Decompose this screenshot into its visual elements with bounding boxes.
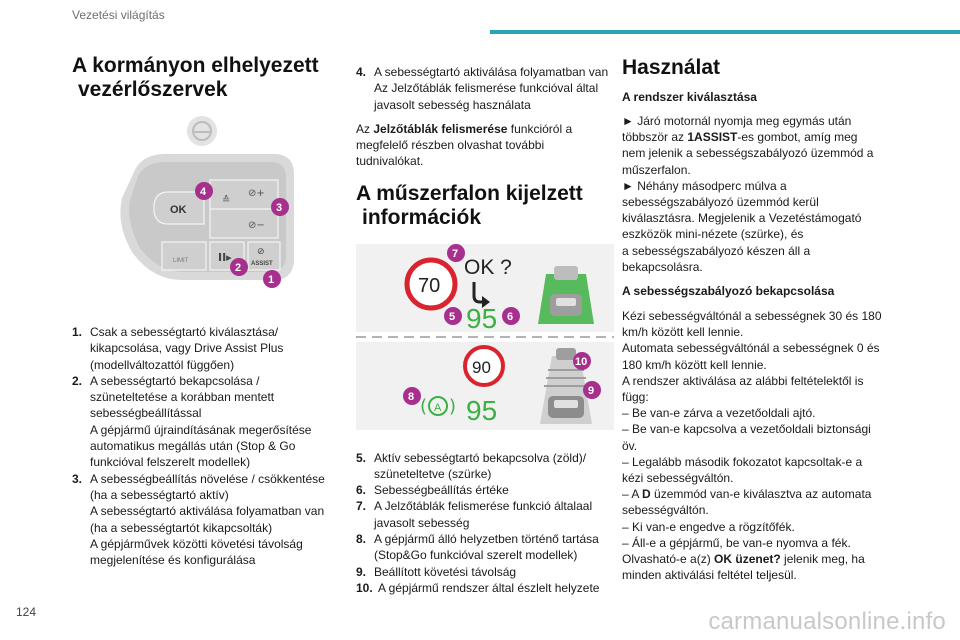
resume-icon: II▸ bbox=[218, 251, 232, 264]
heading-line: A műszerfalon kijelzett bbox=[356, 181, 583, 205]
steering-controls-figure bbox=[72, 112, 340, 312]
list-item: 4. A sebességtartó aktiválása folyamatban van Az Jelzőtáblák felismerése funkcióval által javasolt sebesség használata bbox=[356, 65, 609, 112]
callout-5 bbox=[444, 307, 462, 325]
svg-text:6: 6 bbox=[507, 310, 514, 323]
display-items-list bbox=[356, 450, 614, 597]
watermark: carmanualsonline.info bbox=[708, 608, 946, 635]
svg-text:3: 3 bbox=[276, 202, 283, 214]
list-item: 3. A sebességbeállítás növelése / csökkentése (ha a sebességtartó aktív) A sebességtartó aktiválása folyamatban van (ha a sebességtartót kikapcsolták) A gépjárművek közötti követési távolság megjelenítése és konfigurálása bbox=[72, 471, 325, 568]
svg-text:): ) bbox=[449, 395, 457, 417]
speed-plus-icon: ⊘+ bbox=[248, 188, 265, 199]
subheading-selection: A rendszer kiválasztása bbox=[622, 90, 757, 104]
callout-9 bbox=[583, 381, 601, 399]
svg-text:2: 2 bbox=[235, 262, 242, 274]
list-item: 8. A gépjármű álló helyzetben történő tartása (Stop&Go funkcióval szerelt modellek) bbox=[356, 531, 599, 563]
speed-limit-value: 70 bbox=[418, 274, 441, 297]
svg-text:5: 5 bbox=[449, 310, 456, 323]
list-item: 5. Aktív sebességtartó bekapcsolva (zöld)/ szüneteltetve (szürke) bbox=[356, 450, 587, 481]
list-item: 9. Beállított követési távolság bbox=[356, 564, 517, 579]
section-heading-steering-controls bbox=[72, 54, 340, 102]
list-item: 7. A Jelzőtáblák felismerése funkció általaal javasolt sebesség bbox=[356, 499, 593, 530]
speed-limit-sign-icon bbox=[407, 260, 455, 308]
svg-text:8: 8 bbox=[408, 390, 415, 403]
svg-text:9: 9 bbox=[588, 384, 595, 397]
running-header: Vezetési világítás bbox=[72, 8, 165, 22]
page-number: 124 bbox=[16, 605, 37, 619]
assist-button-label: ASSIST bbox=[251, 261, 273, 267]
callout-2 bbox=[230, 258, 248, 276]
callout-7 bbox=[447, 244, 465, 262]
speed-minus-icon: ⊘− bbox=[248, 220, 265, 231]
list-item: 10. A gépjármű rendszer által észlelt helyzete bbox=[356, 580, 600, 595]
set-speed-value: 95 bbox=[466, 302, 498, 334]
limit-button-label: LIMIT bbox=[173, 258, 189, 264]
callout-4 bbox=[195, 182, 213, 200]
svg-text:7: 7 bbox=[452, 247, 459, 260]
controls-list bbox=[72, 324, 340, 568]
speed-limit-sign-icon bbox=[465, 347, 503, 385]
vehicle-distance-active-icon bbox=[538, 266, 594, 324]
steering-wheel-icon bbox=[187, 116, 217, 146]
column-controls bbox=[72, 54, 340, 568]
set-speed-value: 95 bbox=[466, 394, 498, 426]
selection-paragraph: ► Járó motornál nyomja meg egymás után többször az 1ASSIST-es gombot, amíg meg nem jelenik a sebességszabályozó üzemmód a műszerfalon. ► Néhány másodperc múlva a sebességszabályozó üzemmód kerül kiválasztásra. Megjelenik a Vezetéstámogató eszközök mini-nézete (szürke), és a sebességszabályozó készen áll a bekapcsolásra. bbox=[622, 114, 874, 274]
list-item: 2. A sebességtartó bekapcsolása / szüneteltetése a korábban mentett sebességbeállítással A gépjármű újraindításának megerősítése automatikus megállás után (Stop & Go funkcióval felszerelt modellek) bbox=[72, 373, 312, 470]
callout-6 bbox=[502, 307, 520, 325]
subheading-activation: A sebességszabályozó bekapcsolása bbox=[622, 284, 835, 299]
distance-icon: ≙ bbox=[222, 195, 231, 206]
column-usage bbox=[622, 56, 890, 583]
callout-3 bbox=[271, 198, 289, 216]
header-accent-bar bbox=[490, 30, 960, 34]
instrument-display-figure bbox=[356, 244, 614, 430]
callout-10 bbox=[573, 352, 591, 370]
svg-text:10: 10 bbox=[575, 355, 588, 368]
svg-text:1: 1 bbox=[268, 274, 275, 286]
list-item: 1. Csak a sebességtartó kiválasztása/ kikapcsolása, vagy Drive Assist Plus (modellváltozattól függően) bbox=[72, 325, 284, 372]
steering-switch-panel bbox=[120, 154, 294, 280]
ok-prompt: OK ? bbox=[464, 255, 512, 279]
reference-paragraph: Az Jelzőtáblák felismerése funkcióról a megfelelő részben olvashat további tudnivalókat. bbox=[356, 121, 573, 169]
list-item: 6. Sebességbeállítás értéke bbox=[356, 483, 509, 498]
activation-paragraph: Kézi sebességváltónál a sebességnek 30 és 180 km/h között kell lennie. Automata sebességváltónál a sebességnek 0 és 180 km/h között kell lennie. A rendszer aktiválása az alábbi feltételektől is függ: – Be van-e zárva a vezetőoldali ajtó. – Be van-e kapcsolva a vezetőoldali biztonsági öv. – Legalább második fokozatot kapcsoltak-e a kézi sebességváltón. – A D üzemmód van-e kiválasztva az automata sebességváltón. – Ki van-e engedve a rögzítőfék. – Áll-e a gépjármű, be van-e nyomva a fék. Olvasható-e a(z) OK üzenet? jelenik meg, ha minden aktiválási feltétel teljesül. bbox=[622, 309, 882, 583]
ok-button-label: OK bbox=[170, 204, 187, 216]
assist-icon: ⊘ bbox=[257, 247, 265, 257]
heading-line: vezérlőszervek bbox=[78, 78, 228, 101]
section-heading-usage: Használat bbox=[622, 56, 721, 79]
section-heading-display-info bbox=[356, 182, 614, 230]
callout-1 bbox=[263, 270, 281, 288]
column-display-info bbox=[356, 64, 614, 596]
speed-limit-value: 90 bbox=[472, 357, 491, 377]
svg-text:4: 4 bbox=[200, 186, 207, 198]
callout-8 bbox=[403, 387, 421, 405]
heading-line: információk bbox=[362, 205, 482, 229]
heading-line: A kormányon elhelyezett bbox=[72, 54, 319, 77]
controls-list-continued bbox=[356, 64, 614, 113]
svg-text:(: ( bbox=[420, 395, 428, 417]
svg-text:A: A bbox=[434, 401, 442, 414]
